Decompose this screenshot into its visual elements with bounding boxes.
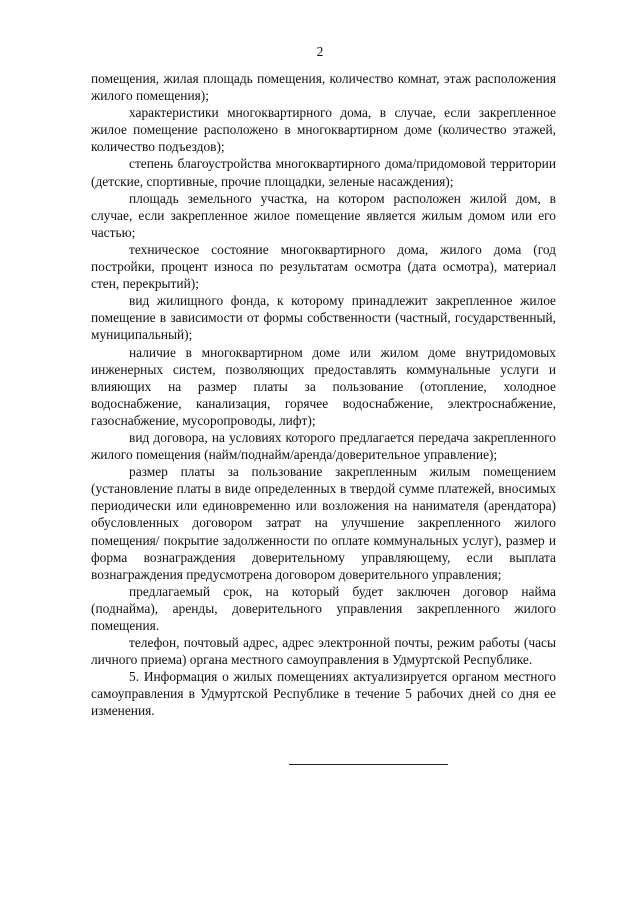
paragraph-technical-condition: техническое состояние многоквартирного дома, жилого дома (год постройки, процент износа по результатам осмотра (дата осмотра), материал стен, перекрытий); (91, 241, 556, 292)
paragraph-housing-type: вид жилищного фонда, к которому принадлежит закрепленное жилое помещение в зависимости от формы собственности (частный, государственный, муниципальный); (91, 293, 556, 343)
document-body (91, 70, 556, 720)
paragraph-contacts: телефон, почтовый адрес, адрес электронной почты, режим работы (часы личного приема) органа местного самоуправления в Удмуртской Республике. (91, 635, 556, 668)
paragraph-continuation: помещения, жилая площадь помещения, количество комнат, этаж расположения жилого помещения); (91, 71, 556, 104)
page-number: 2 (316, 44, 324, 59)
paragraph-engineering-systems: наличие в многоквартирном доме или жилом доме внутридомовых инженерных систем, позволяющих предоставлять коммунальные услуги и влияющих на размер платы за пользование (отопление, холодное водоснабжение, канализация, горячее водоснабжение, электроснабжение, газоснабжение, мусоропроводы, лифт); (91, 344, 556, 428)
paragraph-building-characteristics: характеристики многоквартирного дома, в случае, если закрепленное жилое помещение расположено в многоквартирном доме (количество этажей, количество подъездов); (91, 105, 556, 155)
paragraph-contract-type: вид договора, на условиях которого предлагается передача закрепленного жилого помещения (найм/поднайм/аренда/доверительное управление); (91, 429, 556, 463)
paragraph-term: предлагаемый срок, на который будет заключен договор найма (поднайма), аренды, доверительного управления закрепленного жилого помещения. (91, 583, 556, 633)
paragraph-amenities: степень благоустройства многоквартирного дома/придомовой территории (детские, спортивные, прочие площадки, зеленые насаждения); (91, 156, 556, 189)
paragraph-payment: размер платы за пользование закрепленным жилым помещением (установление платы в виде определенных в твердой сумме платежей, вносимых периодически или единовременно или возложения на нанимателя (арендатора) обусловленных договором затрат на улучшение закрепленного жилого помещения/ покрытие задолженности по оплате коммунальных услуг), размер и форма вознаграждения доверительному управляющему, если выплата вознаграждения предусмотрена договором доверительного управления; (91, 464, 556, 582)
paragraph-land-area: площадь земельного участка, на котором расположен жилой дом, в случае, если закрепленное жилое помещение является жилым домом или его частью; (91, 190, 556, 240)
paragraph-item-5: 5. Информация о жилых помещениях актуализируется органом местного самоуправления в Удмуртской Республике в течение 5 рабочих дней со дня ее изменения. (91, 669, 556, 719)
end-separator-line (289, 764, 448, 765)
